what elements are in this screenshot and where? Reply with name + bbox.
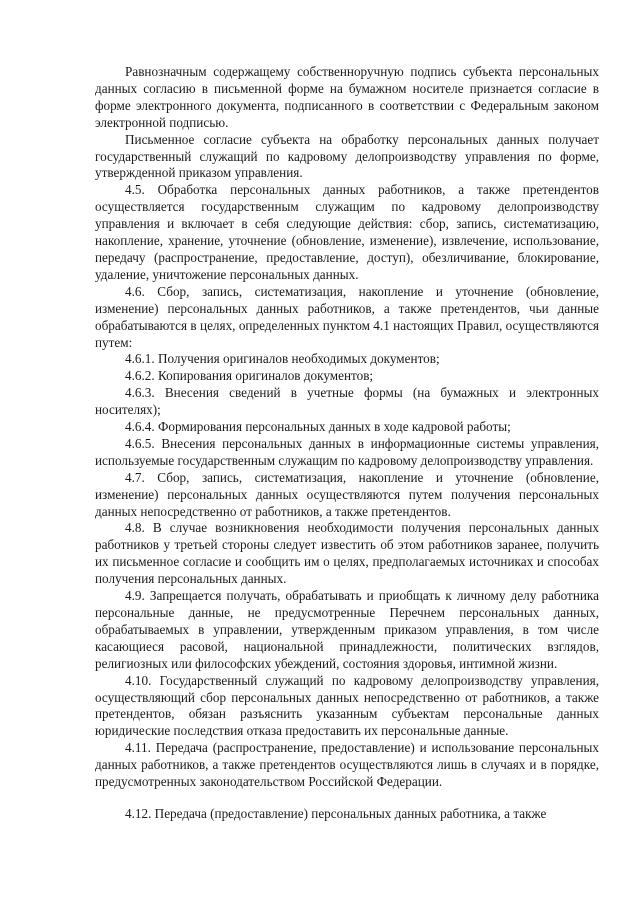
paragraph-4-6-2: 4.6.2. Копирования оригиналов документов; (125, 368, 374, 384)
paragraph-4-5: 4.5. Обработка персональных данных работников, а также претендентов осуществляется государственным служащим по кадровому делопроизводству управления и включает в себя следующие действия: сбор, запись, систематизацию, накопление, хранение, уточнение (обновление, изменение), извлечение, использование, передачу (распространение, предоставление, доступ), обезличивание, блокирование, удаление, уничтожение персональных данных. (95, 182, 599, 282)
paragraph-4-11: 4.11. Передача (распространение, предоставление) и использование персональных данных работников, а также претендентов осуществляются лишь в случаях и в порядке, предусмотренных законодательством Российской Федерации. (95, 740, 599, 790)
paragraph-4-12: 4.12. Передача (предоставление) персональных данных работника, а также (125, 805, 547, 821)
paragraph-4-6-5: 4.6.5. Внесения персональных данных в информационные системы управления, используемые государственным служащим по кадровому делопроизводству управления. (95, 435, 599, 468)
paragraph-4-9: 4.9. Запрещается получать, обрабатывать и приобщать к личному делу работника персональные данные, не предусмотренные Перечнем персональных данных, обрабатываемых в управлении, утвержденным приказом управления, в том числе касающиеся расовой, национальной принадлежности, политических взглядов, религиозных или философских убеждений, состояния здоровья, интимной жизни. (95, 588, 599, 671)
paragraph-esign-consent: Равнозначным содержащему собственноручную подпись субъекта персональных данных согласию в письменной форме на бумажном носителе признается согласие в форме электронного документа, подписанного в соответствии с Федеральным законом электронной подписью. (95, 64, 599, 130)
paragraph-4-6: 4.6. Сбор, запись, систематизация, накопление и уточнение (обновление, изменение) персональных данных работников, а также претендентов, чьи данные обрабатываются в целях, определенных пунктом 4.1 настоящих Правил, осуществляются путем: (95, 283, 599, 350)
paragraph-written-consent: Письменное согласие субъекта на обработку персональных данных получает государственный служащий по кадровому делопроизводству управления по форме, утвержденной приказом управления. (95, 131, 599, 181)
paragraph-4-10: 4.10. Государственный служащий по кадровому делопроизводству управления, осуществляющий сбор персональных данных непосредственно от работников, а также претендентов, обязан разъяснить указанным субъектам персональные данных юридические последствия отказа предоставить их персональные данные. (95, 672, 599, 739)
document-text (95, 64, 599, 823)
paragraph-4-6-4: 4.6.4. Формирования персональных данных в ходе кадровой работы; (125, 419, 511, 435)
paragraph-4-6-3: 4.6.3. Внесения сведений в учетные формы (на бумажных и электронных носителях); (95, 385, 599, 418)
paragraph-4-6-1: 4.6.1. Получения оригиналов необходимых документов; (125, 351, 440, 367)
paragraph-4-8: 4.8. В случае возникновения необходимости получения персональных данных работников у третьей стороны следует известить об этом работников заранее, получить их письменное согласие и сообщить им о целях, предполагаемых источниках и способах получения персональных данных. (95, 520, 599, 587)
paragraph-4-7: 4.7. Сбор, запись, систематизация, накопление и уточнение (обновление, изменение) персональных данных осуществляются путем получения персональных данных непосредственно от работников, а также претендентов. (95, 469, 599, 519)
